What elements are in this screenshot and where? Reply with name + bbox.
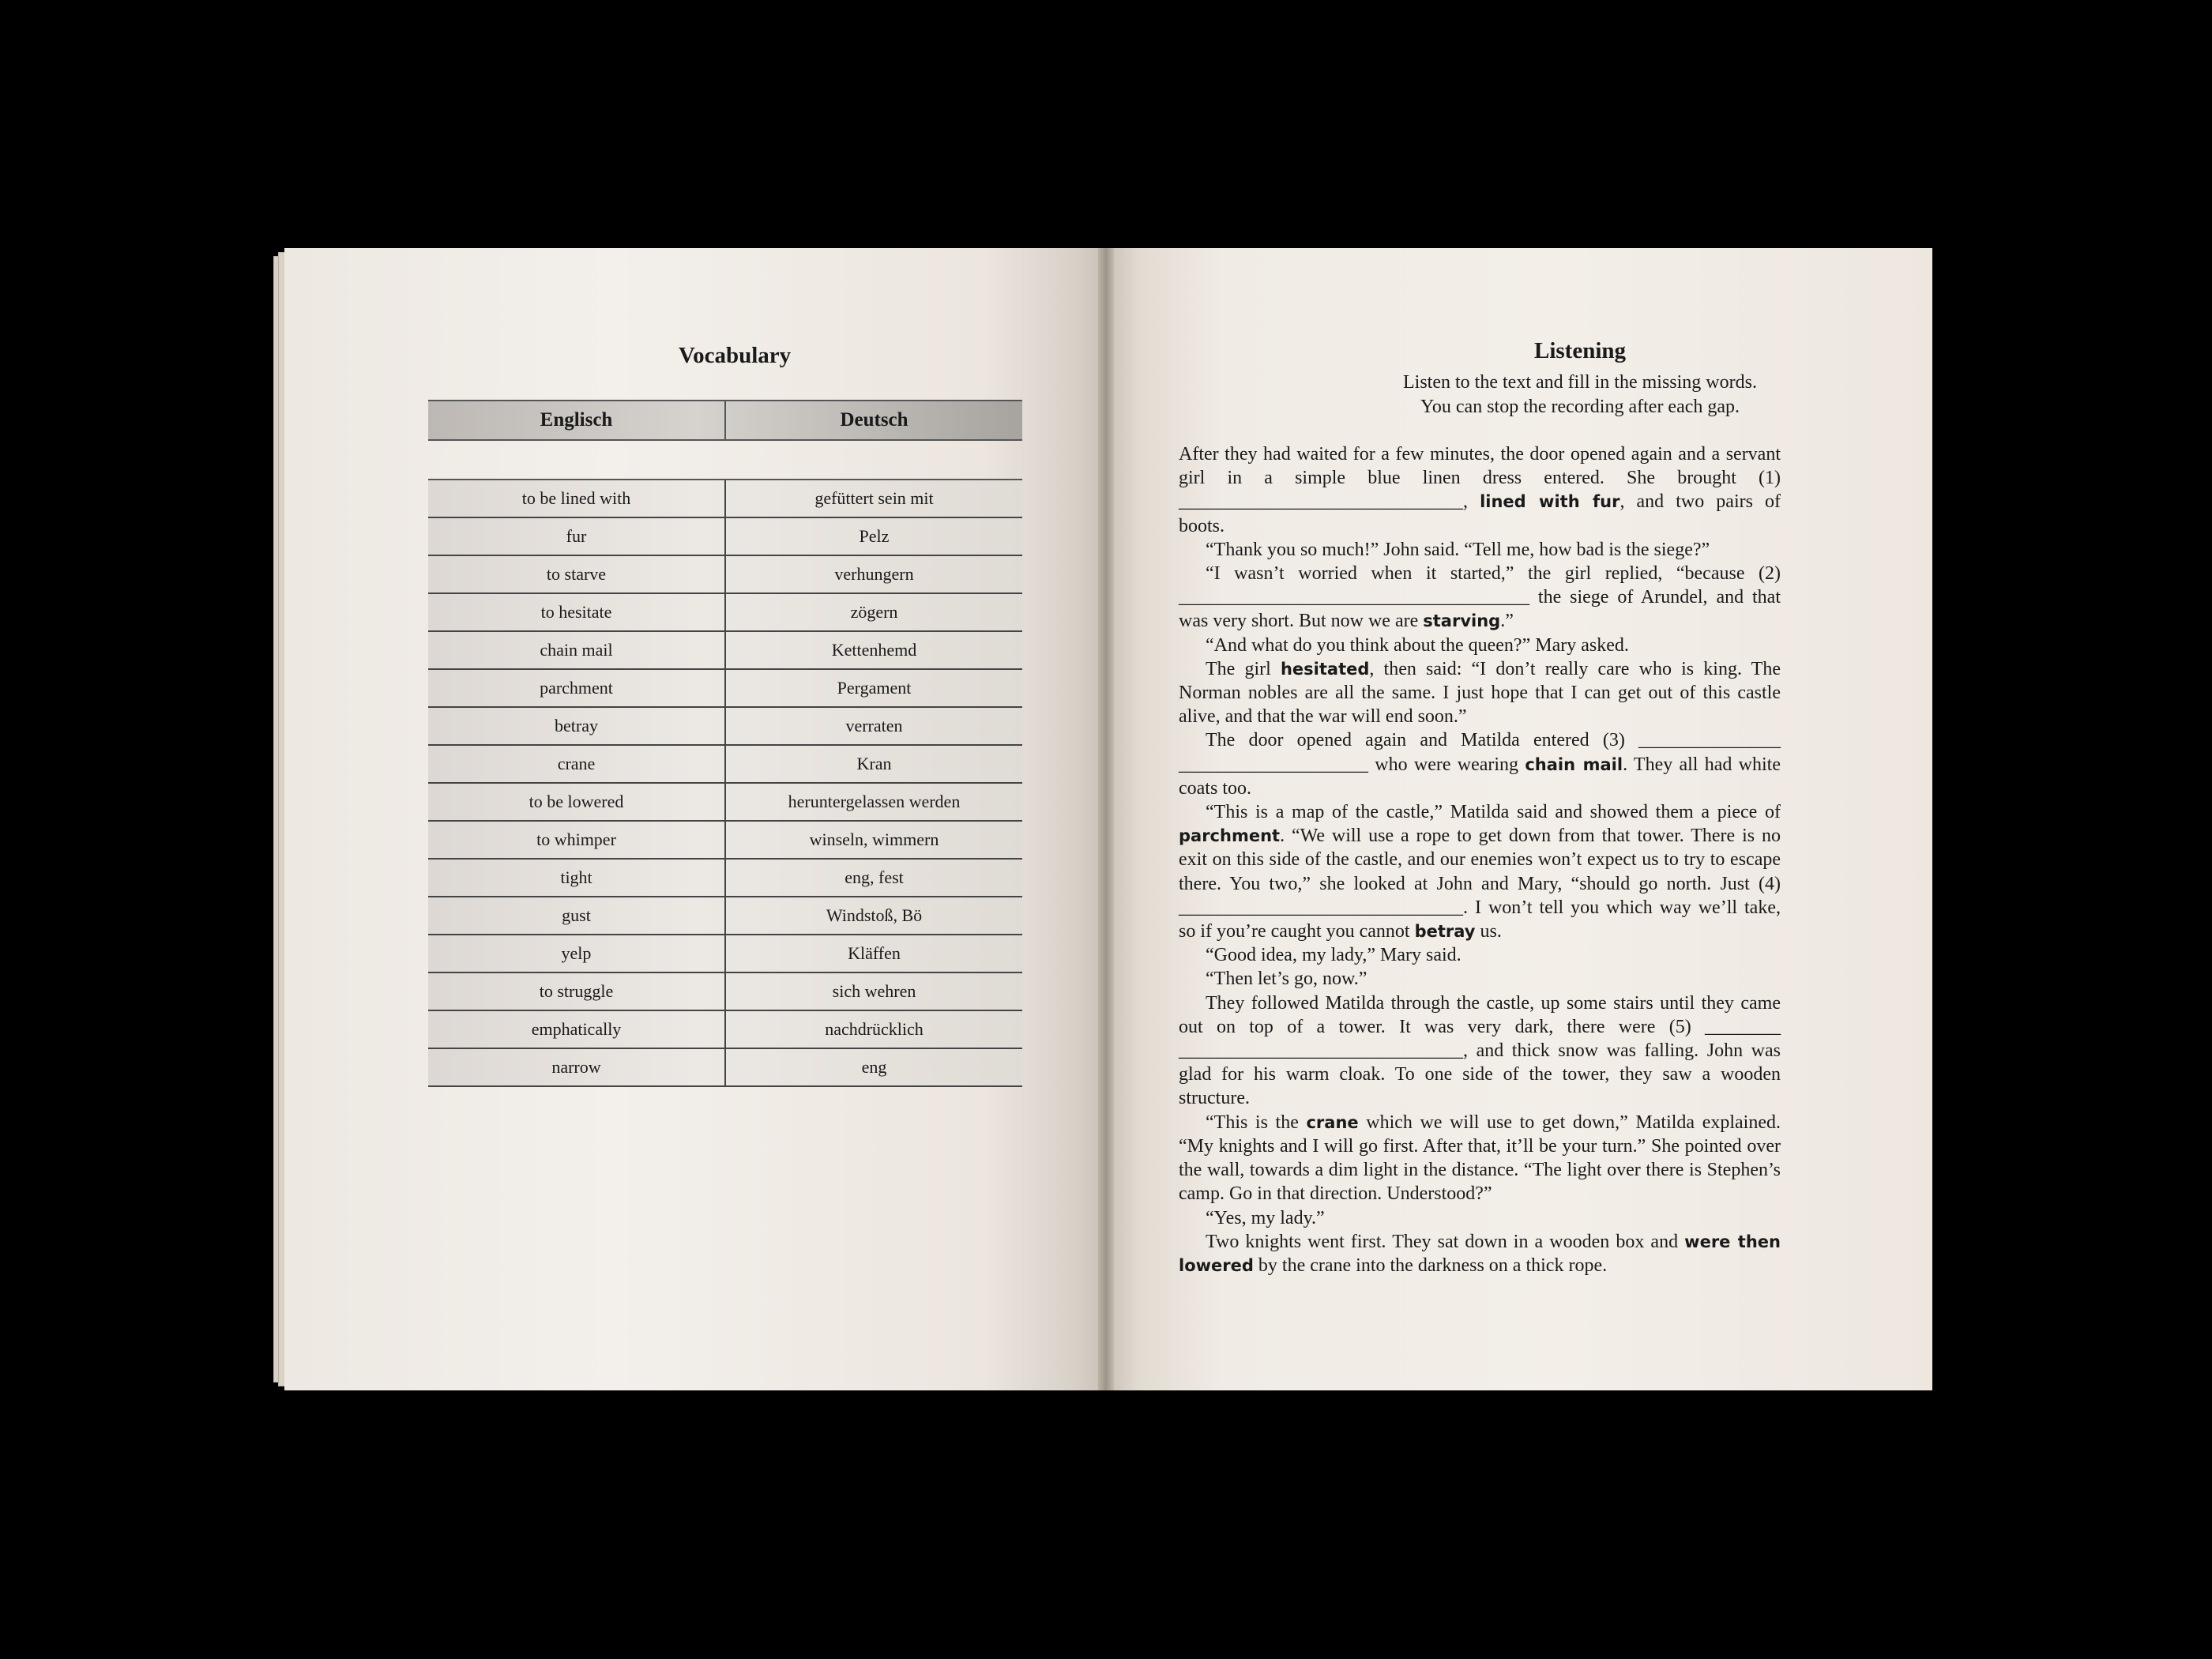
english-term: to be lined with	[428, 480, 726, 517]
english-term: betray	[428, 708, 726, 744]
vocabulary-row	[428, 935, 1022, 973]
german-term: zögern	[850, 602, 898, 622]
story-paragraph	[1179, 1230, 1781, 1277]
header-english: Englisch	[428, 401, 726, 439]
vocabulary-row	[428, 897, 1022, 935]
english-term: fur	[428, 518, 726, 555]
listening-title: Listening	[1533, 338, 1627, 363]
german-term: Kran	[856, 754, 892, 773]
vocabulary-row	[428, 670, 1022, 708]
vocabulary-title: Vocabulary	[678, 343, 792, 368]
vocabulary-row	[428, 784, 1022, 822]
english-term: parchment	[428, 670, 726, 706]
story-text: The door opened again and Matilda entered (3) _______________ ____________________ who were wearing	[1179, 730, 1781, 775]
story-paragraph	[1179, 1206, 1781, 1230]
story-paragraph	[1179, 634, 1781, 657]
listening-instructions	[1122, 371, 2038, 419]
german-term: verhungern	[834, 564, 914, 584]
vocabulary-highlight: hesitated	[1280, 659, 1370, 679]
german-term: heruntergelassen werden	[788, 792, 961, 811]
vocabulary-row	[428, 518, 1022, 556]
instruction-line-1: Listen to the text and fill in the missing words.	[1403, 372, 1757, 393]
story-text: After they had waited for a few minutes, the door opened again and a servant girl in a simple blue linen dress entered. She brought (1) ______________________________,	[1179, 444, 1781, 513]
story-text: “And what do you think about the queen?” Mary asked.	[1206, 634, 1629, 656]
english-term: to starve	[428, 556, 726, 592]
vocabulary-row	[428, 1011, 1022, 1049]
open-book	[269, 248, 1932, 1390]
story-text: “I wasn’t worried when it started,” the girl replied, “because (2) _____________________________________ the siege of Arundel, and that was very short. But now we are	[1179, 563, 1781, 632]
story-text: They followed Matilda through the castle, up some stairs until they came out on top of a tower. It was very dark, there were (5) ________ ______________________________, and thick snow was falling. John was glad for his warm cloak. To one side of the tower, they saw a wooden structure.	[1179, 992, 1781, 1109]
english-term: yelp	[428, 935, 726, 972]
german-term: Pergament	[837, 678, 912, 698]
german-term: winseln, wimmern	[809, 830, 939, 849]
german-term: eng, fest	[845, 867, 904, 887]
vocabulary-row	[428, 480, 1022, 518]
vocabulary-row	[428, 556, 1022, 594]
vocabulary-row	[428, 1049, 1022, 1087]
vocabulary-highlight: starving	[1423, 611, 1501, 631]
vocabulary-table	[428, 400, 1022, 1087]
vocabulary-highlight: lined with fur	[1480, 492, 1620, 512]
story-text: . They all had white coats too.	[1179, 754, 1781, 799]
vocabulary-row	[428, 973, 1022, 1011]
story-text: “Good idea, my lady,” Mary said.	[1206, 945, 1462, 966]
story-text: “This is the	[1206, 1112, 1307, 1133]
german-term: Windstoß, Bö	[826, 905, 923, 925]
english-term: chain mail	[428, 632, 726, 668]
story-paragraph	[1179, 442, 1781, 538]
english-term: crane	[428, 746, 726, 782]
story-paragraph	[1179, 562, 1781, 634]
german-term: Pelz	[859, 526, 890, 546]
vocabulary-row	[428, 708, 1022, 746]
story-text: The girl	[1206, 658, 1281, 679]
vocabulary-table-header	[428, 400, 1022, 441]
english-term: tight	[428, 860, 726, 896]
german-term: verraten	[845, 716, 903, 735]
story-text: , then said: “I don’t really care who is king. The Norman nobles are all the same. I just hope that I can get out of this castle alive, and that the war will end soon.”	[1179, 658, 1781, 728]
instruction-line-2: You can stop the recording after each gap.	[1420, 397, 1740, 417]
german-term: sich wehren	[832, 981, 916, 1001]
vocabulary-row	[428, 746, 1022, 784]
story-text: us.	[1475, 921, 1502, 942]
story-text: “Thank you so much!” John said. “Tell me, how bad is the siege?”	[1206, 539, 1710, 560]
english-term: to hesitate	[428, 594, 726, 630]
german-term: nachdrücklich	[825, 1019, 924, 1039]
vocabulary-row	[428, 860, 1022, 897]
story-text: “Yes, my lady.”	[1206, 1207, 1325, 1228]
vocabulary-highlight: were then lowered	[1179, 1232, 1781, 1275]
german-term: gefüttert sein mit	[814, 488, 934, 508]
vocabulary-highlight: crane	[1306, 1112, 1359, 1132]
story-paragraph	[1179, 800, 1781, 943]
story-text: “Then let’s go, now.”	[1206, 969, 1367, 990]
story-paragraph	[1179, 657, 1781, 729]
story-text: by the crane into the darkness on a thick rope.	[1253, 1255, 1608, 1276]
vocabulary-row	[428, 822, 1022, 860]
story-text: , and two pairs of boots.	[1179, 491, 1781, 536]
vocabulary-highlight: chain mail	[1525, 754, 1623, 774]
story-paragraph	[1179, 967, 1781, 991]
story-text: Two knights went first. They sat down in a wooden box and	[1206, 1231, 1685, 1252]
english-term: to struggle	[428, 973, 726, 1010]
story-text: . “We will use a rope to get down from that tower. There is no exit on this side of the castle, and our enemies won’t expect us to try to escape there. You two,” she looked at John and Mary, “should go north. Just (4) ______________________________. I won’t tell you which way we’ll take, so if you’re caught you cannot	[1179, 826, 1781, 942]
listening-story-text	[1179, 442, 1781, 1277]
english-term: narrow	[428, 1049, 726, 1085]
english-term: emphatically	[428, 1011, 726, 1048]
english-term: to whimper	[428, 822, 726, 858]
story-paragraph	[1179, 943, 1781, 967]
vocabulary-rows	[428, 479, 1022, 1087]
vocabulary-row	[428, 632, 1022, 670]
header-german: Deutsch	[840, 409, 908, 431]
english-term: to be lowered	[428, 784, 726, 820]
english-term: gust	[428, 897, 726, 934]
book-spine	[1098, 248, 1114, 1390]
german-term: Kläffen	[848, 943, 901, 963]
story-paragraph	[1179, 538, 1781, 562]
story-text: .”	[1500, 611, 1514, 632]
story-text: which we will use to get down,” Matilda explained. “My knights and I will go first. After that, it’ll be your turn.” She pointed over the wall, towards a dim light in the distance. “The light over there is Stephen’s camp. Go in that direction. Understood?”	[1179, 1112, 1781, 1205]
vocabulary-highlight: betray	[1414, 922, 1476, 942]
german-term: eng	[861, 1057, 887, 1077]
vocabulary-row	[428, 594, 1022, 632]
german-term: Kettenhemd	[831, 640, 917, 660]
story-paragraph	[1179, 728, 1781, 800]
story-paragraph	[1179, 1111, 1781, 1206]
story-text: “This is a map of the castle,” Matilda said and showed them a piece of	[1206, 802, 1781, 823]
story-paragraph	[1179, 991, 1781, 1111]
vocabulary-highlight: parchment	[1179, 826, 1281, 846]
